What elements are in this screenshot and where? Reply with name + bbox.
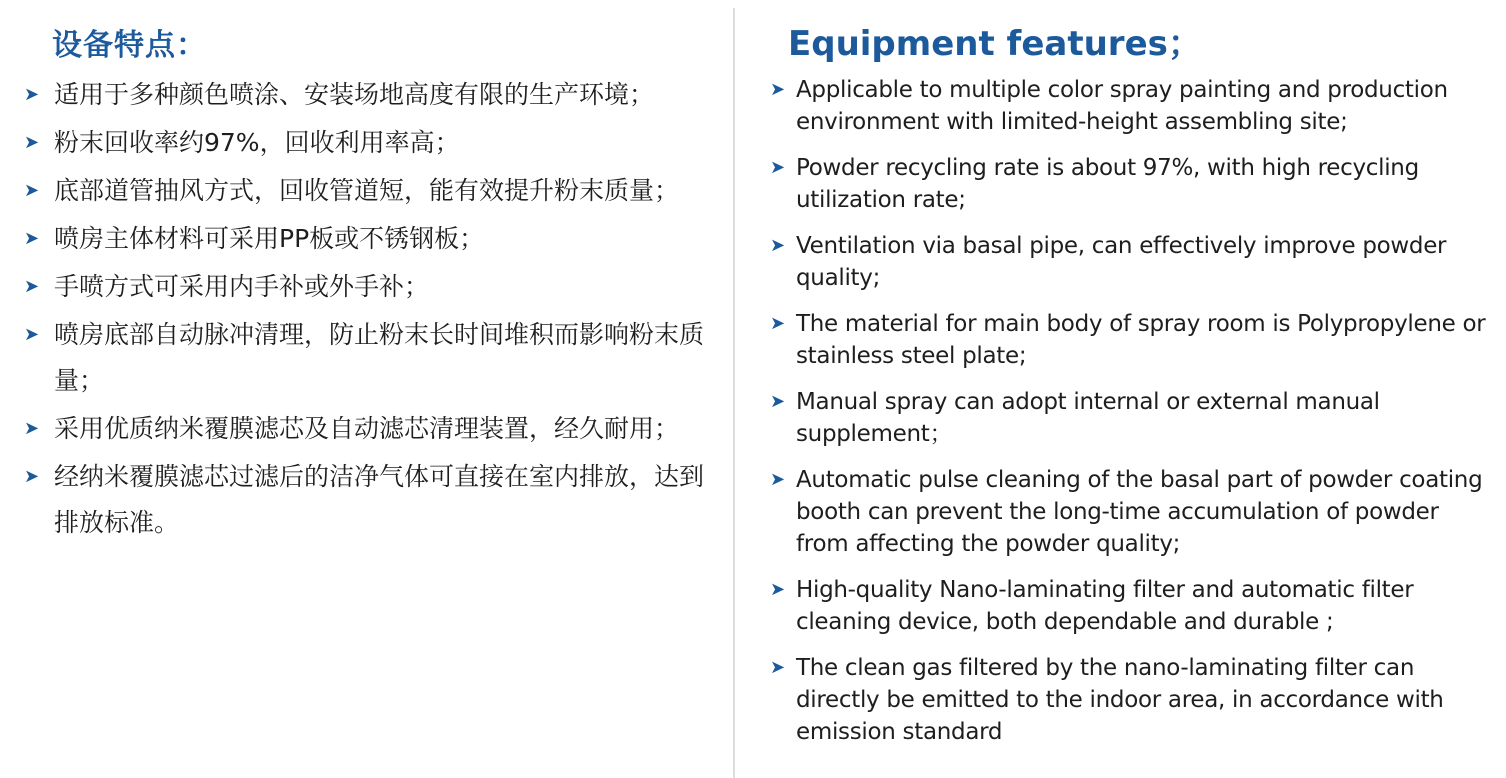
chinese-heading: 设备特点： bbox=[52, 28, 207, 63]
list-item: ➤ The material for main body of spray room is Polypropylene or stainless steel plate; bbox=[766, 308, 1486, 372]
list-item: ➤ Manual spray can adopt internal or external manual supplement； bbox=[766, 386, 1486, 450]
arrow-bullet-icon: ➤ bbox=[770, 579, 785, 600]
arrow-bullet-icon: ➤ bbox=[770, 657, 785, 678]
column-divider bbox=[733, 8, 735, 778]
arrow-bullet-icon: ➤ bbox=[770, 157, 785, 178]
list-item: ➤ High-quality Nano-laminating filter and automatic filter cleaning device, both dependable and durable ; bbox=[766, 574, 1486, 638]
arrow-bullet-icon: ➤ bbox=[770, 235, 785, 256]
chinese-feature-list bbox=[20, 72, 720, 548]
list-item: ➤ Powder recycling rate is about 97%, with high recycling utilization rate; bbox=[766, 152, 1486, 216]
arrow-bullet-icon: ➤ bbox=[24, 466, 40, 487]
arrow-bullet-icon: ➤ bbox=[24, 180, 40, 201]
arrow-bullet-icon: ➤ bbox=[24, 132, 40, 153]
list-item: ➤ 手喷方式可采用内手补或外手补； bbox=[20, 264, 720, 310]
list-item: ➤ 经纳米覆膜滤芯过滤后的洁净气体可直接在室内排放，达到排放标准。 bbox=[20, 454, 720, 546]
list-item: ➤ Automatic pulse cleaning of the basal part of powder coating booth can prevent the long-time accumulation of powder from affecting the powder quality; bbox=[766, 464, 1486, 560]
arrow-bullet-icon: ➤ bbox=[770, 469, 785, 490]
list-item: ➤ 底部道管抽风方式，回收管道短，能有效提升粉末质量； bbox=[20, 168, 720, 214]
list-item: ➤ The clean gas filtered by the nano-laminating filter can directly be emitted to the indoor area, in accordance with emission standard bbox=[766, 652, 1486, 748]
arrow-bullet-icon: ➤ bbox=[770, 313, 785, 334]
arrow-bullet-icon: ➤ bbox=[24, 418, 40, 439]
list-item: ➤ Applicable to multiple color spray painting and production environment with limited-height assembling site; bbox=[766, 74, 1486, 138]
list-item: ➤ 喷房主体材料可采用PP板或不锈钢板； bbox=[20, 216, 720, 262]
english-heading: Equipment features； bbox=[788, 24, 1202, 64]
arrow-bullet-icon: ➤ bbox=[24, 84, 40, 105]
list-item: ➤ 适用于多种颜色喷涂、安装场地高度有限的生产环境； bbox=[20, 72, 720, 118]
arrow-bullet-icon: ➤ bbox=[24, 276, 40, 297]
arrow-bullet-icon: ➤ bbox=[24, 228, 40, 249]
list-item: ➤ 喷房底部自动脉冲清理，防止粉末长时间堆积而影响粉末质量； bbox=[20, 312, 720, 404]
english-feature-list bbox=[766, 74, 1486, 762]
list-item: ➤ Ventilation via basal pipe, can effectively improve powder quality; bbox=[766, 230, 1486, 294]
list-item: ➤ 粉末回收率约97%，回收利用率高； bbox=[20, 120, 720, 166]
arrow-bullet-icon: ➤ bbox=[770, 391, 785, 412]
arrow-bullet-icon: ➤ bbox=[770, 79, 785, 100]
list-item: ➤ 采用优质纳米覆膜滤芯及自动滤芯清理装置，经久耐用； bbox=[20, 406, 720, 452]
arrow-bullet-icon: ➤ bbox=[24, 324, 40, 345]
